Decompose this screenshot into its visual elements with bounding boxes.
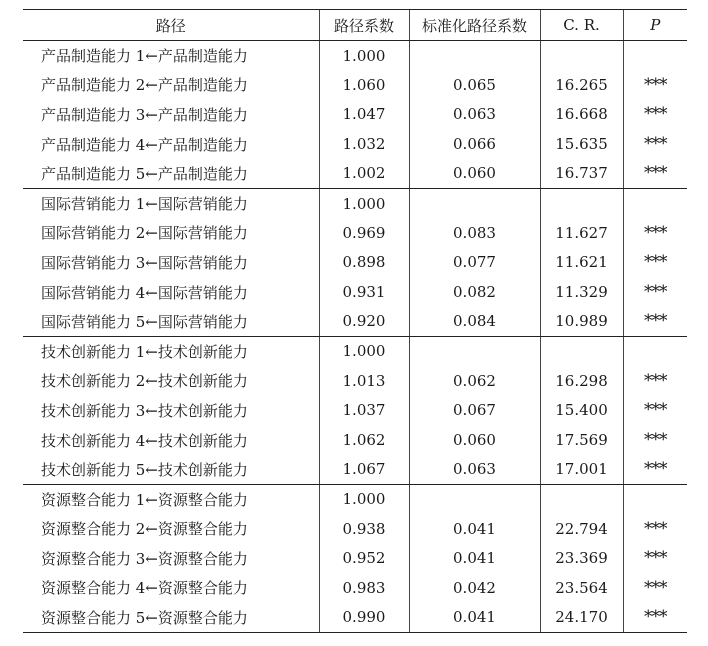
- coefficient-cell: 0.952: [319, 544, 409, 574]
- coefficient-cell: 0.920: [319, 307, 409, 337]
- table-row: [23, 484, 687, 514]
- standardized-coefficient-cell: [409, 484, 540, 514]
- coefficient-cell: 0.969: [319, 218, 409, 248]
- p-value-cell: [623, 41, 687, 71]
- standardized-coefficient-cell: 0.060: [409, 425, 540, 455]
- critical-ratio-cell: 16.265: [540, 70, 623, 100]
- coefficient-cell: 1.002: [319, 159, 409, 189]
- standardized-coefficient-cell: 0.042: [409, 573, 540, 603]
- coefficient-cell: 1.000: [319, 336, 409, 366]
- critical-ratio-cell: 16.737: [540, 159, 623, 189]
- path-cell: 技术创新能力 2←技术创新能力: [41, 372, 248, 391]
- standardized-coefficient-cell: 0.062: [409, 366, 540, 396]
- p-value-cell: ***: [623, 514, 687, 544]
- header-p-value: P: [623, 10, 687, 41]
- table-row: [23, 70, 687, 100]
- coefficient-cell: 1.000: [319, 484, 409, 514]
- table-row: [23, 603, 687, 633]
- header-path: 路径: [23, 10, 319, 41]
- table-row: [23, 336, 687, 366]
- standardized-coefficient-cell: [409, 336, 540, 366]
- path-cell: 产品制造能力 2←产品制造能力: [41, 76, 248, 95]
- critical-ratio-cell: [540, 41, 623, 71]
- p-value-cell: ***: [623, 129, 687, 159]
- table-row: [23, 455, 687, 485]
- header-critical-ratio: C. R.: [540, 10, 623, 41]
- path-cell: 产品制造能力 4←产品制造能力: [41, 135, 248, 154]
- critical-ratio-cell: 11.329: [540, 277, 623, 307]
- p-value-cell: ***: [623, 396, 687, 426]
- coefficient-cell: 1.032: [319, 129, 409, 159]
- table-row: [23, 129, 687, 159]
- critical-ratio-cell: 10.989: [540, 307, 623, 337]
- path-cell: 技术创新能力 1←技术创新能力: [41, 342, 248, 361]
- path-cell: 资源整合能力 2←资源整合能力: [41, 520, 248, 539]
- table-row: [23, 514, 687, 544]
- standardized-coefficient-cell: 0.067: [409, 396, 540, 426]
- p-value-cell: [623, 484, 687, 514]
- path-cell: 国际营销能力 1←国际营销能力: [41, 195, 248, 214]
- table-row: [23, 218, 687, 248]
- critical-ratio-cell: 23.564: [540, 573, 623, 603]
- table-row: [23, 425, 687, 455]
- path-cell: 技术创新能力 5←技术创新能力: [23, 455, 319, 485]
- p-value-cell: ***: [623, 307, 687, 337]
- path-cell: 资源整合能力 4←资源整合能力: [41, 579, 248, 598]
- coefficient-cell: 1.060: [319, 70, 409, 100]
- coefficient-cell: 1.000: [319, 41, 409, 71]
- coefficient-cell: 0.990: [319, 603, 409, 633]
- table-row: [23, 159, 687, 189]
- table-row: [23, 366, 687, 396]
- path-coefficient-table: [23, 9, 687, 633]
- standardized-coefficient-cell: 0.083: [409, 218, 540, 248]
- p-value-cell: ***: [623, 603, 687, 633]
- standardized-coefficient-cell: 0.065: [409, 70, 540, 100]
- table-body: [23, 41, 687, 633]
- header-row: [23, 10, 687, 41]
- table-row: [23, 573, 687, 603]
- path-cell: 资源整合能力 1←资源整合能力: [41, 490, 248, 509]
- p-value-cell: ***: [623, 70, 687, 100]
- coefficient-cell: 1.067: [319, 455, 409, 485]
- header-coefficient: 路径系数: [319, 10, 409, 41]
- p-value-cell: ***: [623, 573, 687, 603]
- critical-ratio-cell: 17.001: [540, 455, 623, 485]
- standardized-coefficient-cell: 0.041: [409, 603, 540, 633]
- table-row: [23, 277, 687, 307]
- critical-ratio-cell: [540, 188, 623, 218]
- path-cell: 国际营销能力 2←国际营销能力: [41, 224, 248, 243]
- p-value-cell: ***: [623, 544, 687, 574]
- critical-ratio-cell: 23.369: [540, 544, 623, 574]
- path-coefficient-table-wrapper: [23, 9, 687, 633]
- standardized-coefficient-cell: 0.041: [409, 544, 540, 574]
- standardized-coefficient-cell: 0.077: [409, 248, 540, 278]
- path-cell: 技术创新能力 4←技术创新能力: [41, 431, 248, 450]
- path-cell: 资源整合能力 5←资源整合能力: [23, 603, 319, 633]
- standardized-coefficient-cell: 0.060: [409, 159, 540, 189]
- p-value-cell: ***: [623, 248, 687, 278]
- critical-ratio-cell: 22.794: [540, 514, 623, 544]
- coefficient-cell: 0.938: [319, 514, 409, 544]
- path-cell: 技术创新能力 3←技术创新能力: [41, 401, 248, 420]
- path-cell: 产品制造能力 5←产品制造能力: [23, 159, 319, 189]
- coefficient-cell: 0.898: [319, 248, 409, 278]
- critical-ratio-cell: 16.298: [540, 366, 623, 396]
- coefficient-cell: 1.047: [319, 100, 409, 130]
- standardized-coefficient-cell: 0.084: [409, 307, 540, 337]
- critical-ratio-cell: 11.621: [540, 248, 623, 278]
- critical-ratio-cell: 15.400: [540, 396, 623, 426]
- critical-ratio-cell: 15.635: [540, 129, 623, 159]
- table-row: [23, 307, 687, 337]
- critical-ratio-cell: 11.627: [540, 218, 623, 248]
- p-value-cell: ***: [623, 277, 687, 307]
- p-value-cell: ***: [623, 218, 687, 248]
- standardized-coefficient-cell: 0.063: [409, 455, 540, 485]
- p-value-cell: [623, 188, 687, 218]
- critical-ratio-cell: [540, 336, 623, 366]
- table-row: [23, 41, 687, 71]
- p-value-cell: ***: [623, 100, 687, 130]
- standardized-coefficient-cell: 0.066: [409, 129, 540, 159]
- path-cell: 国际营销能力 3←国际营销能力: [41, 253, 248, 272]
- p-value-cell: ***: [623, 425, 687, 455]
- p-value-cell: ***: [623, 455, 687, 485]
- table-header: [23, 10, 687, 41]
- standardized-coefficient-cell: [409, 41, 540, 71]
- table-row: [23, 544, 687, 574]
- table-row: [23, 100, 687, 130]
- standardized-coefficient-cell: 0.063: [409, 100, 540, 130]
- coefficient-cell: 0.931: [319, 277, 409, 307]
- header-standardized-coefficient: 标准化路径系数: [409, 10, 540, 41]
- coefficient-cell: 1.013: [319, 366, 409, 396]
- coefficient-cell: 0.983: [319, 573, 409, 603]
- path-cell: 国际营销能力 4←国际营销能力: [41, 283, 248, 302]
- standardized-coefficient-cell: 0.041: [409, 514, 540, 544]
- critical-ratio-cell: 24.170: [540, 603, 623, 633]
- p-value-cell: ***: [623, 159, 687, 189]
- critical-ratio-cell: 16.668: [540, 100, 623, 130]
- path-cell: 产品制造能力 1←产品制造能力: [41, 47, 248, 66]
- table-row: [23, 248, 687, 278]
- table-row: [23, 188, 687, 218]
- standardized-coefficient-cell: [409, 188, 540, 218]
- p-value-cell: ***: [623, 366, 687, 396]
- table-row: [23, 396, 687, 426]
- path-cell: 国际营销能力 5←国际营销能力: [23, 307, 319, 337]
- coefficient-cell: 1.000: [319, 188, 409, 218]
- standardized-coefficient-cell: 0.082: [409, 277, 540, 307]
- critical-ratio-cell: 17.569: [540, 425, 623, 455]
- p-value-cell: [623, 336, 687, 366]
- path-cell: 资源整合能力 3←资源整合能力: [41, 549, 248, 568]
- coefficient-cell: 1.062: [319, 425, 409, 455]
- coefficient-cell: 1.037: [319, 396, 409, 426]
- critical-ratio-cell: [540, 484, 623, 514]
- path-cell: 产品制造能力 3←产品制造能力: [41, 105, 248, 124]
